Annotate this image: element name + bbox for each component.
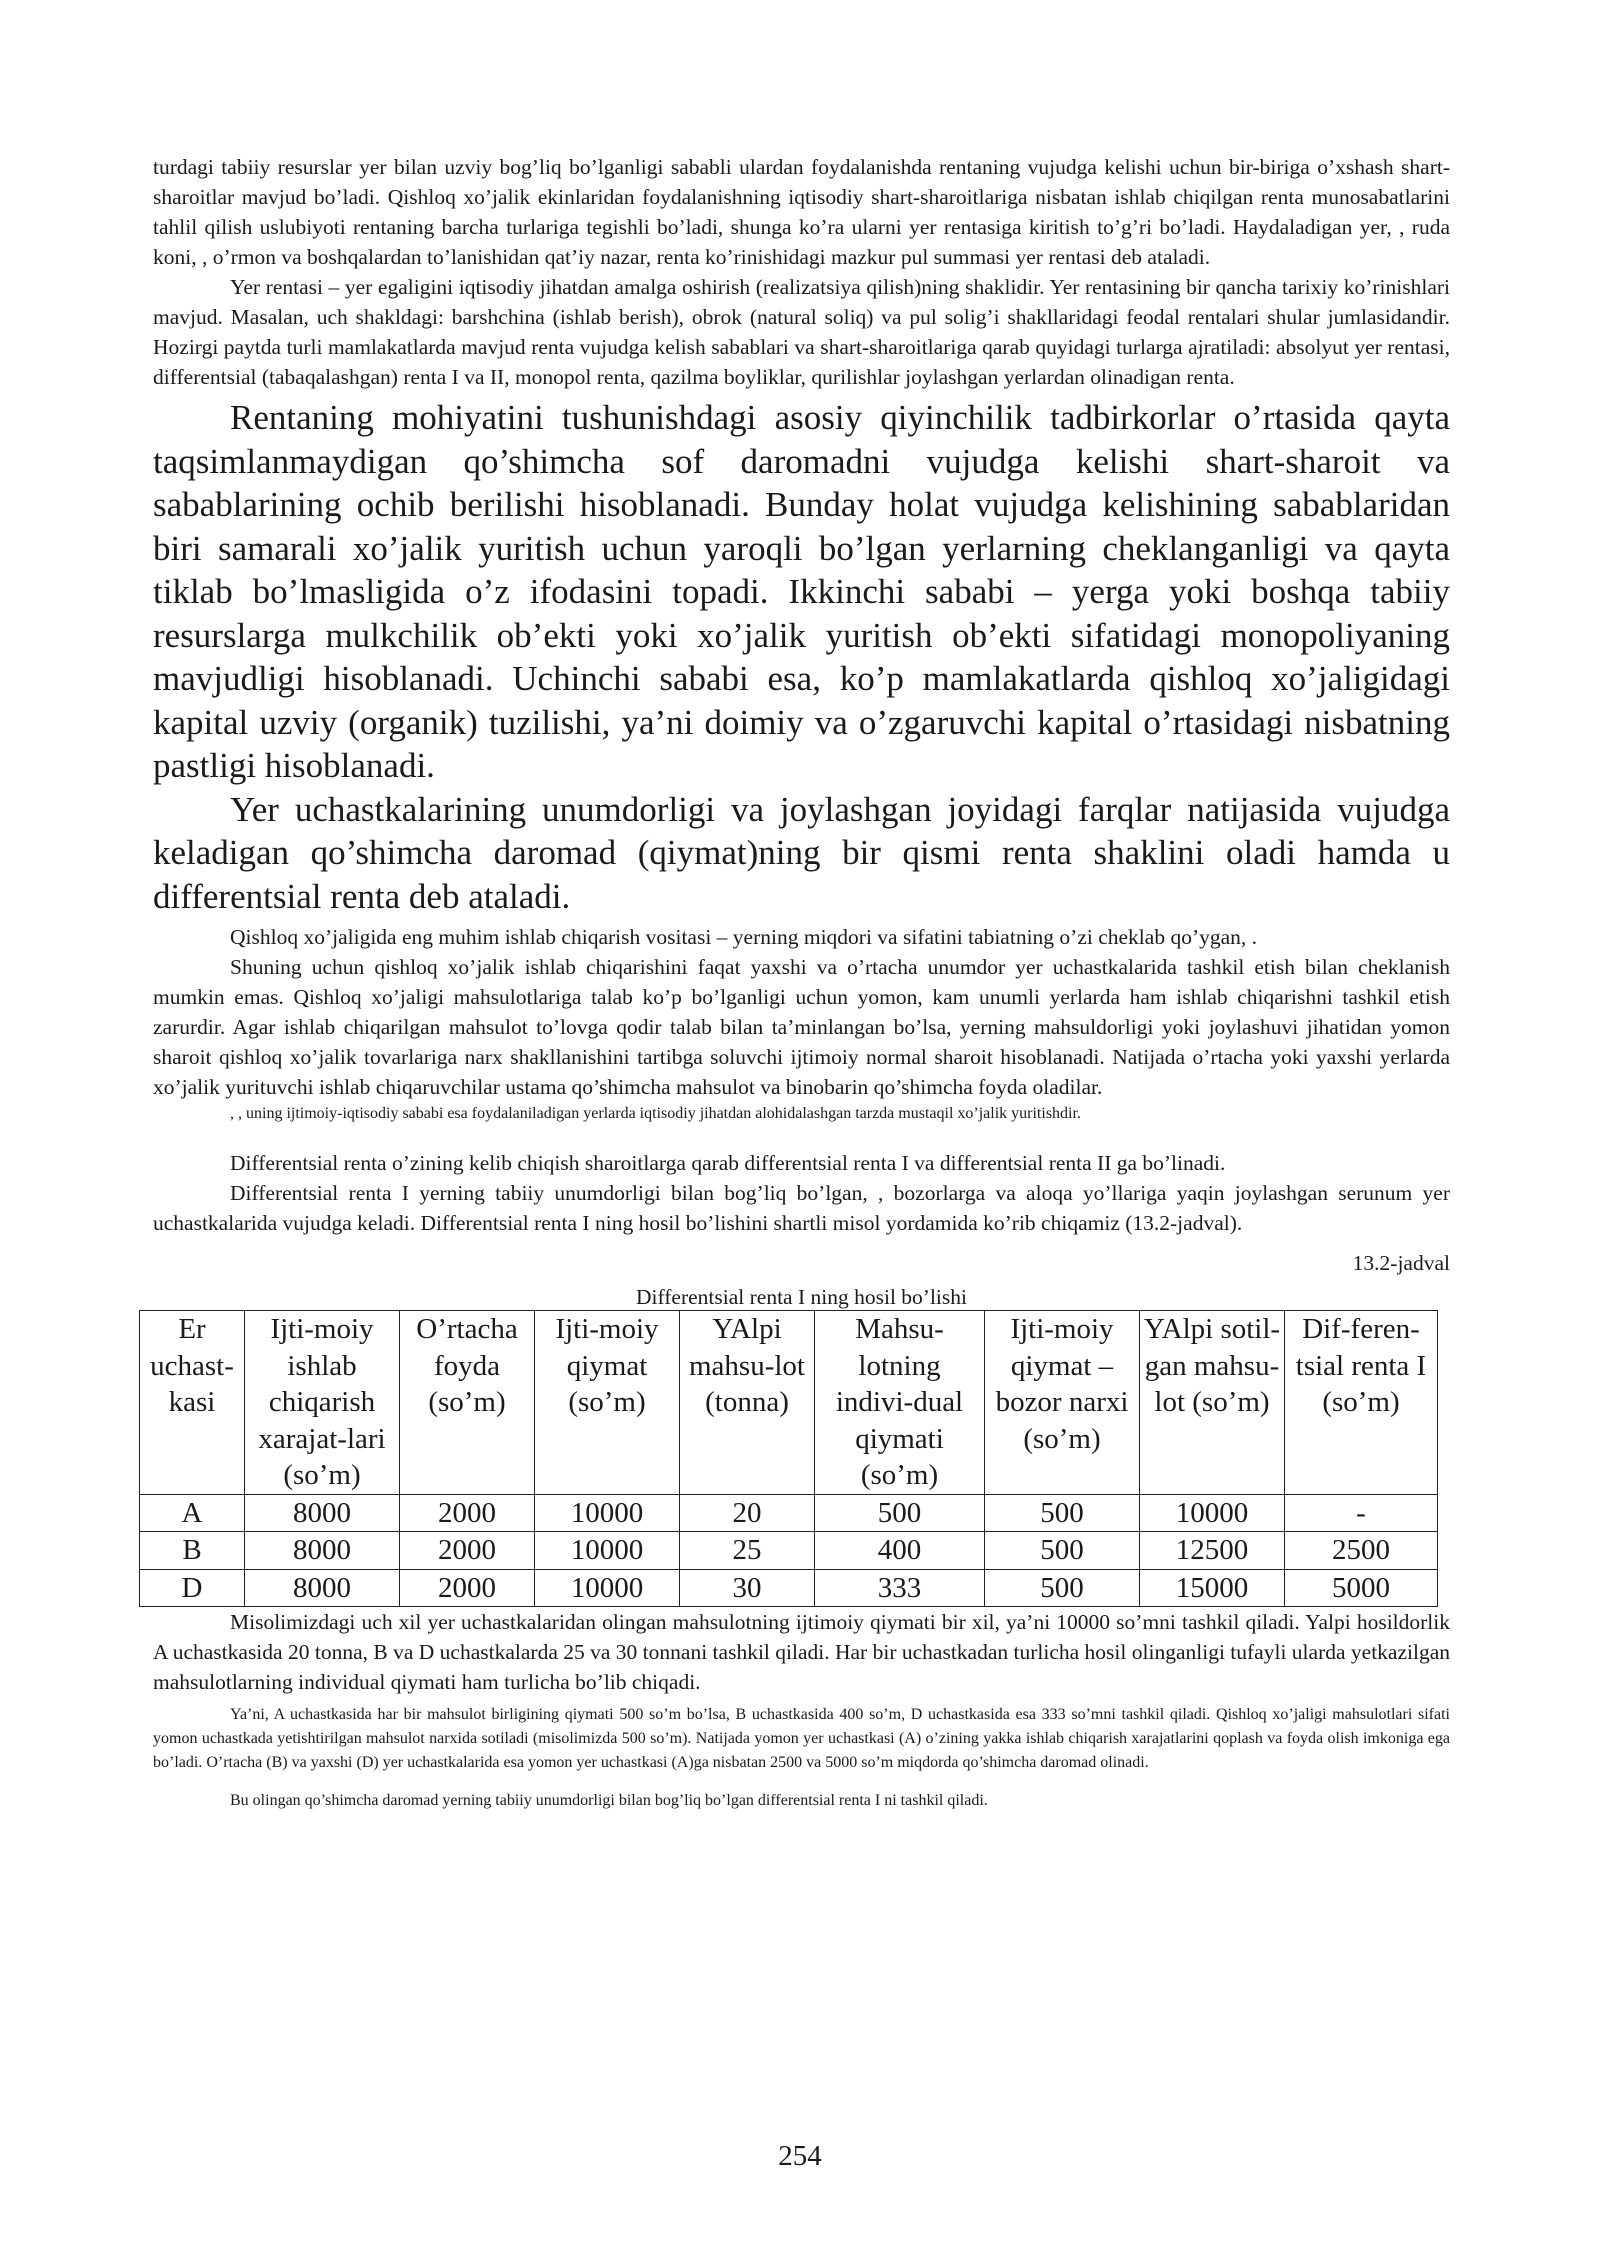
table-cell: 2000 [400, 1532, 535, 1570]
table-cell: 8000 [245, 1532, 400, 1570]
table-cell: 10000 [1140, 1494, 1285, 1532]
header-differentsial-renta: Dif-feren-tsial renta I (so’m) [1285, 1311, 1438, 1495]
table-row [140, 1569, 1438, 1607]
header-yalpi-mahsulot: YAlpi mahsu-lot (tonna) [680, 1311, 815, 1495]
paragraph-qishloq: Qishloq xo’jaligida eng muhim ishlab chiqarish vositasi – yerning miqdori va sifatini tabiatning o’zi cheklab qo’ygan, . [230, 925, 1258, 949]
footnote-note: , , uning ijtimoiy-iqtisodiy sababi esa foydalaniladigan yerlarda iqtisodiy jihatdan alohidalashgan tarzda mustaqil xo’jalik yuritishdir. [230, 1105, 1081, 1122]
table-cell: 12500 [1140, 1532, 1285, 1570]
header-ortacha-foyda: O’rtacha foyda (so’m) [400, 1311, 535, 1495]
spacer [153, 1126, 1450, 1148]
table-cell: 5000 [1285, 1569, 1438, 1607]
table-cell: 30 [680, 1569, 815, 1607]
table-cell: 10000 [535, 1494, 680, 1532]
header-ijtimoiy-qiymat: Ijti-moiy qiymat (so’m) [535, 1311, 680, 1495]
header-xarajatlar: Ijti-moiy ishlab chiqarish xarajat-lari (so’m) [245, 1311, 400, 1495]
paragraph-large-mohiyat: Rentaning mohiyatini tushunishdagi asosiy qiyinchilik tadbirkorlar o’rtasida qayta taqsimlanmaydigan qo’shimcha sof daromadni vujudga kelishi shart-sharoit va sabablarining ochib berilishi hisoblanadi. Bunday holat vujudga kelishining sabablaridan biri samarali xo’jalik yuritish uchun yaroqli bo’lgan yerlarning cheklanganligi va qayta tiklab bo’lmasligida o’z ifodasini topadi. Ikkinchi sababi – yerga yoki boshqa tabiiy resurslarga mulkchilik ob’ekti yoki xo’jalik yuritish ob’ekti sifatidagi monopoliyaning mavjudligi hisoblanadi. Uchinchi sababi esa, ko’p mamlakatlarda qishloq xo’jaligidagi kapital uzviy (organik) tuzilishi, ya’ni doimiy va o’zgaruvchi kapital o’rtasidagi nisbatning pastligi hisoblanadi. [153, 398, 1450, 785]
table-row [140, 1532, 1438, 1570]
table-cell: 500 [985, 1494, 1140, 1532]
header-individual-qiymat: Mahsu-lotning indivi-dual qiymati (so’m) [815, 1311, 985, 1495]
table-cell: 2000 [400, 1569, 535, 1607]
table-cell: 8000 [245, 1494, 400, 1532]
header-er-uchastkasi: Er uchast-kasi [140, 1311, 245, 1495]
table-row [140, 1494, 1438, 1532]
table-cell: 20 [680, 1494, 815, 1532]
table-cell: 10000 [535, 1532, 680, 1570]
page-number: 254 [778, 2140, 822, 2172]
table-cell: 2000 [400, 1494, 535, 1532]
table-cell: B [140, 1532, 245, 1570]
paragraph-differentsial-turlari: Differentsial renta o’zining kelib chiqish sharoitlarga qarab differentsial renta I va differentsial renta II ga bo’linadi. [230, 1151, 1226, 1175]
table-cell: 10000 [535, 1569, 680, 1607]
paragraph-yer-rentasi: Yer rentasi – yer egaligini iqtisodiy jihatdan amalga oshirish (realizatsiya qilish)ning shaklidir. Yer rentasining bir qancha tarixiy ko’rinishlari mavjud. Masalan, uch shakldagi: barshchina (ishlab berish), obrok (natural soliq) va pul solig’i shakllaridagi feodal rentalari shular jumlasidandir. Hozirgi paytda turli mamlakatlarda mavjud renta vujudga kelish sabablari va shart-sharoitlariga qarab quyidagi turlarga ajratiladi: absolyut yer rentasi, differentsial (tabaqalashgan) renta I va II, monopol renta, qazilma boyliklar, qurilishlar joylashgan yerlardan olinadigan renta. [153, 275, 1450, 389]
paragraph-large-differentsial: Yer uchastkalarining unumdorligi va joylashgan joyidagi farqlar natijasida vujudga keladigan qo’shimcha daromad (qiymat)ning bir qismi renta shaklini oladi hamda u differentsial renta deb ataladi. [153, 789, 1450, 916]
table-cell: 8000 [245, 1569, 400, 1607]
paragraph-yani: Ya’ni, A uchastkasida har bir mahsulot birligining qiymati 500 so’m bo’lsa, B uchastkasida 400 so’m, D uchastkasida esa 333 so’mni tashkil qiladi. Qishloq xo’jaligi mahsulotlari sifati yomon uchastkada yetishtirilgan mahsulot narxida sotiladi (misolimizda 500 so’m). Natijada yomon yer uchastkasi (A) o’zining yakka ishlab chiqarish xarajatlarini qoplash va foyda olish imkoniga ega bo’ladi. O’rtacha (B) va yaxshi (D) yer uchastkalarida esa yomon yer uchastkasi (A)ga nisbatan 2500 va 5000 so’m miqdorda qo’shimcha daromad olinadi. [153, 1706, 1450, 1771]
header-bozor-narxi: Ijti-moiy qiymat – bozor narxi (so’m) [985, 1311, 1140, 1495]
table-label: 13.2-jadval [1352, 1251, 1450, 1275]
table-cell: 25 [680, 1532, 815, 1570]
rent-table [139, 1310, 1438, 1607]
table-cell: - [1285, 1494, 1438, 1532]
paragraph-bu-olingan: Bu olingan qo’shimcha daromad yerning tabiiy unumdorligi bilan bog’liq bo’lgan differentsial renta I ni tashkil qiladi. [230, 1792, 988, 1809]
table-header-row [140, 1311, 1438, 1495]
table-cell: 400 [815, 1532, 985, 1570]
table-cell: 15000 [1140, 1569, 1285, 1607]
table-cell: 333 [815, 1569, 985, 1607]
paragraph-intro: turdagi tabiiy resurslar yer bilan uzviy bog’liq bo’lganligi sababli ulardan foydalanishda rentaning vujudga kelishi uchun bir-biriga o’xshash shart-sharoitlar mavjud bo’ladi. Qishloq xo’jalik ekinlaridan foydalanishning iqtisodiy shart-sharoitlariga nisbatan ishlab chiqilgan renta munosabatlarini tahlil qilish uslubiyoti rentaning barcha turlariga tegishli bo’ladi, shunga ko’ra ularni yer rentasiga kiritish to’g’ri bo’ladi. Haydaladigan yer, , ruda koni, , o’rmon va boshqalardan to’lanishidan qat’iy nazar, renta ko’rinishidagi mazkur pul summasi yer rentasi deb ataladi. [153, 155, 1450, 269]
table-cell: 2500 [1285, 1532, 1438, 1570]
table-cell: 500 [815, 1494, 985, 1532]
paragraph-misolimizdagi: Misolimizdagi uch xil yer uchastkalaridan olingan mahsulotning ijtimoiy qiymati bir xil, ya’ni 10000 so’mni tashkil qiladi. Yalpi hosildorlik A uchastkasida 20 tonna, B va D uchastkalarda 25 va 30 tonnani tashkil qiladi. Har bir uchastkadan turlicha hosil olinganligi tufayli ularda yetkazilgan mahsulotlarning individual qiymati ham turlicha bo’lib chiqadi. [153, 1610, 1450, 1694]
table-title: Differentsial renta I ning hosil bo’lishi [636, 1285, 967, 1309]
paragraph-differentsial-renta-1: Differentsial renta I yerning tabiiy unumdorligi bilan bog’liq bo’lgan, , bozorlarga va aloqa yo’llariga yaqin joylashgan serunum yer uchastkalarida vujudga keladi. Differentsial renta I ning hosil bo’lishini shartli misol yordamida ko’rib chiqamiz (13.2-jadval). [153, 1181, 1450, 1235]
table-cell: D [140, 1569, 245, 1607]
header-sotilgan-mahsulot: YAlpi sotil-gan mahsu-lot (so’m) [1140, 1311, 1285, 1495]
table-cell: A [140, 1494, 245, 1532]
paragraph-shuning-uchun: Shuning uchun qishloq xo’jalik ishlab chiqarishini faqat yaxshi va o’rtacha unumdor yer uchastkalarida tashkil etish bilan cheklanish mumkin emas. Qishloq xo’jaligi mahsulotlariga talab ko’p bo’lganligi uchun yomon, kam unumli yerlarda ham ishlab chiqarishni tashkil etish zarurdir. Agar ishlab chiqarilgan mahsulot to’lovga qodir talab bilan ta’minlangan bo’lsa, yerning mahsuldorligi yoki joylashuvi jihatidan yomon sharoit qishloq xo’jalik tovarlariga narx shakllanishini tartibga soluvchi ijtimoiy normal sharoit hisoblanadi. Natijada o’rtacha yoki yaxshi yerlarda xo’jalik yurituvchi ishlab chiqaruvchilar ustama qo’shimcha mahsulot va binobarin qo’shimcha foyda oladilar. [153, 955, 1450, 1099]
table-cell: 500 [985, 1569, 1140, 1607]
page-content [150, 152, 1450, 1813]
table-cell: 500 [985, 1532, 1140, 1570]
